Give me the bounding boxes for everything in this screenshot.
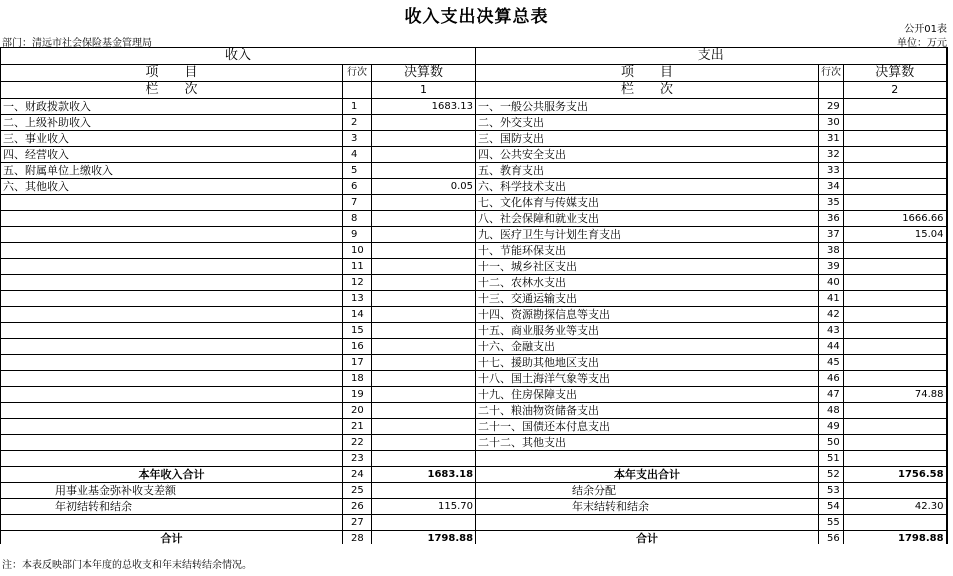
expense-row-no: 32 bbox=[819, 147, 844, 163]
income-item-label bbox=[1, 275, 343, 291]
income-row-no: 9 bbox=[343, 227, 372, 243]
income-row-no: 13 bbox=[343, 291, 372, 307]
income-item-label: 五、附属单位上缴收入 bbox=[1, 163, 343, 179]
income-amount bbox=[372, 163, 476, 179]
expense-row-no: 36 bbox=[819, 211, 844, 227]
income-item-label bbox=[1, 339, 343, 355]
ending-balance-label: 年末结转和结余 bbox=[476, 499, 819, 515]
income-item-label bbox=[1, 403, 343, 419]
expense-amount bbox=[844, 131, 947, 147]
expense-item-label: 六、科学技术支出 bbox=[476, 179, 819, 195]
table-row bbox=[1, 243, 947, 259]
income-item-label bbox=[1, 355, 343, 371]
column-index-row bbox=[1, 82, 947, 99]
income-item-label: 三、事业收入 bbox=[1, 131, 343, 147]
expense-grand-total-label: 合计 bbox=[476, 531, 819, 545]
annual-total-row bbox=[1, 467, 947, 483]
income-row-no: 3 bbox=[343, 131, 372, 147]
income-item-label: 一、财政拨款收入 bbox=[1, 99, 343, 115]
income-amount bbox=[372, 419, 476, 435]
income-item-label: 六、其他收入 bbox=[1, 179, 343, 195]
table-row bbox=[1, 179, 947, 195]
income-row-no: 15 bbox=[343, 323, 372, 339]
income-total-value: 1683.18 bbox=[372, 467, 476, 483]
expense-amount bbox=[844, 403, 947, 419]
table-row bbox=[1, 323, 947, 339]
grand-total-row bbox=[1, 531, 947, 545]
income-amount bbox=[372, 435, 476, 451]
income-column-index: 1 bbox=[372, 82, 476, 99]
expense-amount bbox=[844, 163, 947, 179]
table-row bbox=[1, 211, 947, 227]
table-row bbox=[1, 387, 947, 403]
expense-item-header: 项 目 bbox=[476, 65, 819, 82]
blank-income-value bbox=[372, 515, 476, 531]
expense-item-label: 五、教育支出 bbox=[476, 163, 819, 179]
expense-amount bbox=[844, 323, 947, 339]
income-amount bbox=[372, 243, 476, 259]
table-row bbox=[1, 195, 947, 211]
expense-row-no: 37 bbox=[819, 227, 844, 243]
expense-item-label: 十、节能环保支出 bbox=[476, 243, 819, 259]
income-amount bbox=[372, 131, 476, 147]
expense-row-no: 43 bbox=[819, 323, 844, 339]
income-grand-total-value: 1798.88 bbox=[372, 531, 476, 545]
expense-item-label: 九、医疗卫生与计划生育支出 bbox=[476, 227, 819, 243]
expense-item-label: 七、文化体育与传媒支出 bbox=[476, 195, 819, 211]
expense-amount bbox=[844, 195, 947, 211]
income-row-no: 2 bbox=[343, 115, 372, 131]
table-row bbox=[1, 435, 947, 451]
income-row-no: 7 bbox=[343, 195, 372, 211]
income-amount bbox=[372, 355, 476, 371]
expense-item-label: 二十二、其他支出 bbox=[476, 435, 819, 451]
income-item-label bbox=[1, 451, 343, 467]
income-row-no: 6 bbox=[343, 179, 372, 195]
expense-amount bbox=[844, 307, 947, 323]
expense-item-label: 十五、商业服务业等支出 bbox=[476, 323, 819, 339]
carryover-row bbox=[1, 499, 947, 515]
beginning-balance-row-no: 26 bbox=[343, 499, 372, 515]
income-row-no: 11 bbox=[343, 259, 372, 275]
expense-item-label: 一、一般公共服务支出 bbox=[476, 99, 819, 115]
income-item-header: 项 目 bbox=[1, 65, 343, 82]
expense-row-no: 47 bbox=[819, 387, 844, 403]
income-row-no: 21 bbox=[343, 419, 372, 435]
blank-income-row-no: 27 bbox=[343, 515, 372, 531]
table-row bbox=[1, 147, 947, 163]
expense-amount: 74.88 bbox=[844, 387, 947, 403]
table-row bbox=[1, 419, 947, 435]
income-amount: 0.05 bbox=[372, 179, 476, 195]
table-row bbox=[1, 371, 947, 387]
expense-row-no: 31 bbox=[819, 131, 844, 147]
expense-row-no: 29 bbox=[819, 99, 844, 115]
income-amount bbox=[372, 371, 476, 387]
column-header-row bbox=[1, 65, 947, 82]
form-code: 公开01表 bbox=[904, 24, 947, 35]
expense-amount: 1666.66 bbox=[844, 211, 947, 227]
expense-row-no: 39 bbox=[819, 259, 844, 275]
income-amount bbox=[372, 227, 476, 243]
table-row bbox=[1, 355, 947, 371]
income-item-label bbox=[1, 435, 343, 451]
income-amount bbox=[372, 451, 476, 467]
expense-row-no: 34 bbox=[819, 179, 844, 195]
income-total-row-no: 24 bbox=[343, 467, 372, 483]
expense-grand-total-value: 1798.88 bbox=[844, 531, 947, 545]
expense-item-label: 十一、城乡社区支出 bbox=[476, 259, 819, 275]
expense-row-no-header: 行次 bbox=[819, 65, 844, 82]
income-amount bbox=[372, 275, 476, 291]
ending-balance-row-no: 54 bbox=[819, 499, 844, 515]
income-item-label bbox=[1, 259, 343, 275]
footnote: 注：本表反映部门本年度的总收支和年末结转结余情况。 bbox=[2, 560, 252, 571]
distribution-row-no: 53 bbox=[819, 483, 844, 499]
expense-grand-total-row-no: 56 bbox=[819, 531, 844, 545]
expense-amount bbox=[844, 259, 947, 275]
expense-item-label: 三、国防支出 bbox=[476, 131, 819, 147]
income-row-no: 10 bbox=[343, 243, 372, 259]
income-amount bbox=[372, 339, 476, 355]
income-amount bbox=[372, 147, 476, 163]
table-row bbox=[1, 131, 947, 147]
expense-amount bbox=[844, 339, 947, 355]
expense-amount bbox=[844, 99, 947, 115]
expense-row-no: 40 bbox=[819, 275, 844, 291]
expense-total-value: 1756.58 bbox=[844, 467, 947, 483]
income-row-no: 22 bbox=[343, 435, 372, 451]
table-row bbox=[1, 259, 947, 275]
income-item-label bbox=[1, 323, 343, 339]
expense-amount bbox=[844, 451, 947, 467]
income-grand-total-label: 合计 bbox=[1, 531, 343, 545]
expense-row-no: 46 bbox=[819, 371, 844, 387]
page-title: 收入支出决算总表 bbox=[404, 7, 549, 27]
income-amount: 1683.13 bbox=[372, 99, 476, 115]
income-item-label bbox=[1, 211, 343, 227]
expense-row-no: 33 bbox=[819, 163, 844, 179]
expense-amount: 15.04 bbox=[844, 227, 947, 243]
expense-item-label: 十三、交通运输支出 bbox=[476, 291, 819, 307]
fund-gap-value bbox=[372, 483, 476, 499]
expense-item-label: 二、外交支出 bbox=[476, 115, 819, 131]
blank-expense-row-no: 55 bbox=[819, 515, 844, 531]
income-item-label bbox=[1, 291, 343, 307]
income-item-label bbox=[1, 243, 343, 259]
income-item-label: 二、上级补助收入 bbox=[1, 115, 343, 131]
table-row bbox=[1, 275, 947, 291]
summary-table-container bbox=[0, 47, 953, 544]
expense-item-label: 十六、金融支出 bbox=[476, 339, 819, 355]
income-amount bbox=[372, 259, 476, 275]
income-row-no: 12 bbox=[343, 275, 372, 291]
fund-gap-row bbox=[1, 483, 947, 499]
table-row bbox=[1, 115, 947, 131]
fund-gap-row-no: 25 bbox=[343, 483, 372, 499]
income-item-label bbox=[1, 419, 343, 435]
income-row-no: 20 bbox=[343, 403, 372, 419]
income-amount-header: 决算数 bbox=[372, 65, 476, 82]
income-expense-summary-table bbox=[0, 47, 948, 544]
income-total-label: 本年收入合计 bbox=[1, 467, 343, 483]
income-row-no: 23 bbox=[343, 451, 372, 467]
blank-expense-value bbox=[844, 515, 947, 531]
income-amount bbox=[372, 323, 476, 339]
table-row bbox=[1, 163, 947, 179]
expense-column-index: 2 bbox=[844, 82, 947, 99]
income-grand-total-row-no: 28 bbox=[343, 531, 372, 545]
income-item-label bbox=[1, 195, 343, 211]
totals-section bbox=[1, 467, 947, 545]
expense-row-no: 51 bbox=[819, 451, 844, 467]
income-item-label bbox=[1, 387, 343, 403]
income-amount bbox=[372, 403, 476, 419]
distribution-value bbox=[844, 483, 947, 499]
income-amount bbox=[372, 387, 476, 403]
income-row-no: 18 bbox=[343, 371, 372, 387]
expense-row-no: 44 bbox=[819, 339, 844, 355]
expense-item-label: 二十、粮油物资储备支出 bbox=[476, 403, 819, 419]
section-header-row bbox=[1, 48, 947, 65]
income-item-label: 四、经营收入 bbox=[1, 147, 343, 163]
distribution-label: 结余分配 bbox=[476, 483, 819, 499]
income-row-no: 1 bbox=[343, 99, 372, 115]
income-row-no: 5 bbox=[343, 163, 372, 179]
expense-item-label: 十二、农林水支出 bbox=[476, 275, 819, 291]
expense-row-no: 48 bbox=[819, 403, 844, 419]
table-row bbox=[1, 227, 947, 243]
expense-row-no: 41 bbox=[819, 291, 844, 307]
income-amount bbox=[372, 291, 476, 307]
unit-label: 单位：万元 bbox=[897, 38, 947, 49]
income-item-label bbox=[1, 307, 343, 323]
table-row bbox=[1, 339, 947, 355]
department-label: 部门：清远市社会保险基金管理局 bbox=[2, 38, 152, 49]
expense-item-label: 四、公共安全支出 bbox=[476, 147, 819, 163]
fund-gap-label: 用事业基金弥补收支差额 bbox=[1, 483, 343, 499]
expense-row-no: 45 bbox=[819, 355, 844, 371]
blank-expense-label bbox=[476, 515, 819, 531]
expense-item-label: 十九、住房保障支出 bbox=[476, 387, 819, 403]
expense-row-no: 49 bbox=[819, 419, 844, 435]
blank-income-label bbox=[1, 515, 343, 531]
expense-amount-header: 决算数 bbox=[844, 65, 947, 82]
income-column-label: 栏 次 bbox=[1, 82, 343, 99]
expense-row-no: 50 bbox=[819, 435, 844, 451]
expense-amount bbox=[844, 275, 947, 291]
income-row-no: 16 bbox=[343, 339, 372, 355]
expense-row-no: 30 bbox=[819, 115, 844, 131]
expense-amount bbox=[844, 435, 947, 451]
table-row bbox=[1, 451, 947, 467]
ending-balance-value: 42.30 bbox=[844, 499, 947, 515]
income-section-header: 收入 bbox=[1, 48, 476, 65]
expense-item-label bbox=[476, 451, 819, 467]
income-amount bbox=[372, 307, 476, 323]
expense-amount bbox=[844, 419, 947, 435]
expense-amount bbox=[844, 371, 947, 387]
beginning-balance-value: 115.70 bbox=[372, 499, 476, 515]
table-row bbox=[1, 403, 947, 419]
expense-amount bbox=[844, 115, 947, 131]
income-row-no: 14 bbox=[343, 307, 372, 323]
beginning-balance-label: 年初结转和结余 bbox=[1, 499, 343, 515]
income-row-no-header: 行次 bbox=[343, 65, 372, 82]
income-column-index-blank bbox=[343, 82, 372, 99]
table-row bbox=[1, 307, 947, 323]
table-row bbox=[1, 99, 947, 115]
income-row-no: 4 bbox=[343, 147, 372, 163]
table-row bbox=[1, 291, 947, 307]
expense-amount bbox=[844, 243, 947, 259]
income-amount bbox=[372, 115, 476, 131]
expense-row-no: 35 bbox=[819, 195, 844, 211]
expense-total-label: 本年支出合计 bbox=[476, 467, 819, 483]
expense-row-no: 42 bbox=[819, 307, 844, 323]
income-row-no: 17 bbox=[343, 355, 372, 371]
expense-section-header: 支出 bbox=[476, 48, 947, 65]
expense-amount bbox=[844, 179, 947, 195]
expense-column-label: 栏 次 bbox=[476, 82, 819, 99]
blank-row bbox=[1, 515, 947, 531]
expense-row-no: 38 bbox=[819, 243, 844, 259]
expense-item-label: 十七、援助其他地区支出 bbox=[476, 355, 819, 371]
expense-column-index-blank bbox=[819, 82, 844, 99]
income-row-no: 8 bbox=[343, 211, 372, 227]
income-item-label bbox=[1, 371, 343, 387]
expense-amount bbox=[844, 147, 947, 163]
expense-item-label: 八、社会保障和就业支出 bbox=[476, 211, 819, 227]
expense-amount bbox=[844, 291, 947, 307]
expense-item-label: 二十一、国债还本付息支出 bbox=[476, 419, 819, 435]
expense-amount bbox=[844, 355, 947, 371]
expense-item-label: 十八、国土海洋气象等支出 bbox=[476, 371, 819, 387]
income-amount bbox=[372, 211, 476, 227]
income-item-label bbox=[1, 227, 343, 243]
expense-total-row-no: 52 bbox=[819, 467, 844, 483]
income-row-no: 19 bbox=[343, 387, 372, 403]
expense-item-label: 十四、资源勘探信息等支出 bbox=[476, 307, 819, 323]
income-amount bbox=[372, 195, 476, 211]
